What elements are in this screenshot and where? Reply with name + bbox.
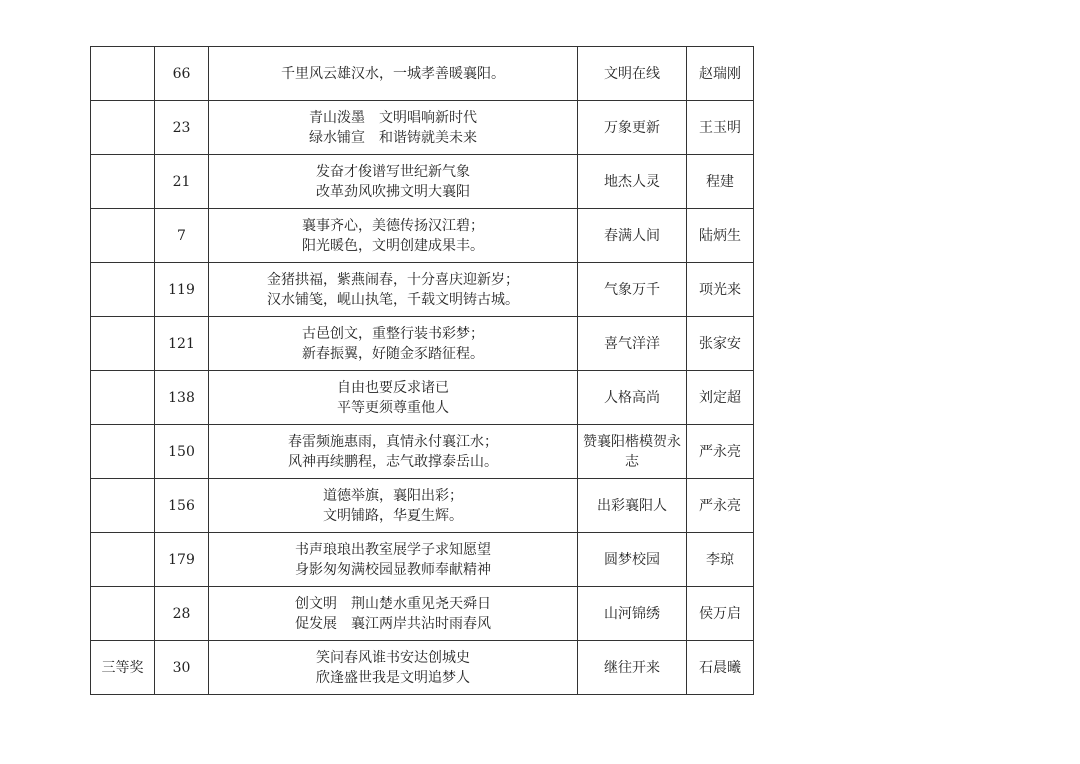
title-cell: 山河锦绣 — [578, 587, 687, 641]
couplet-cell — [209, 587, 578, 641]
couplet-cell — [209, 371, 578, 425]
entry-number-cell: 23 — [155, 101, 209, 155]
title-cell: 气象万千 — [578, 263, 687, 317]
table-row — [91, 425, 754, 479]
couplet-cell — [209, 317, 578, 371]
couplet-cell — [209, 101, 578, 155]
couplet-cell — [209, 209, 578, 263]
couplet-line: 古邑创文，重整行装书彩梦； — [302, 325, 484, 342]
table-row — [91, 47, 754, 101]
couplet-line: 汉水铺笺，岘山执笔，千载文明铸古城。 — [267, 291, 519, 308]
table-row — [91, 533, 754, 587]
couplet-line: 欣逢盛世我是文明追梦人 — [316, 669, 470, 686]
prize-cell — [91, 101, 155, 155]
couplet-line: 金猪拱福，紫燕闹春，十分喜庆迎新岁； — [267, 271, 519, 288]
author-cell: 刘定超 — [687, 371, 754, 425]
title-cell: 春满人间 — [578, 209, 687, 263]
couplet-line: 绿水铺宣 和谐铸就美未来 — [309, 129, 477, 146]
table-row — [91, 209, 754, 263]
couplet-line: 春雷频施惠雨，真情永付襄江水； — [288, 433, 498, 450]
entry-number-cell: 150 — [155, 425, 209, 479]
couplet-line: 道德举旗，襄阳出彩； — [323, 487, 463, 504]
entry-number-cell: 179 — [155, 533, 209, 587]
couplet-line: 文明铺路，华夏生辉。 — [323, 507, 463, 524]
couplet-line: 平等更须尊重他人 — [337, 399, 449, 416]
prize-cell — [91, 317, 155, 371]
author-cell: 李琼 — [687, 533, 754, 587]
couplet-line: 自由也要反求诸已 — [337, 379, 449, 396]
couplet-cell — [209, 155, 578, 209]
entry-number-cell: 7 — [155, 209, 209, 263]
table-row — [91, 641, 754, 695]
table-row — [91, 587, 754, 641]
author-cell: 严永亮 — [687, 425, 754, 479]
author-cell: 陆炳生 — [687, 209, 754, 263]
couplet-line: 改革劲风吹拂文明大襄阳 — [316, 183, 470, 200]
couplet-line: 千里风云雄汉水，一城孝善暖襄阳。 — [281, 65, 505, 82]
title-cell: 万象更新 — [578, 101, 687, 155]
prize-cell — [91, 209, 155, 263]
couplet-line: 襄事齐心，美德传扬汉江碧； — [302, 217, 484, 234]
couplet-cell — [209, 47, 578, 101]
author-cell: 项光来 — [687, 263, 754, 317]
couplet-cell — [209, 533, 578, 587]
table-row — [91, 263, 754, 317]
table-row — [91, 371, 754, 425]
couplet-line: 新春振翼，好随金豕踏征程。 — [302, 345, 484, 362]
couplet-line: 书声琅琅出教室展学子求知愿望 — [295, 541, 491, 558]
couplet-cell — [209, 425, 578, 479]
table-row — [91, 101, 754, 155]
title-cell: 赞襄阳楷模贺永志 — [578, 425, 687, 479]
couplet-cell — [209, 479, 578, 533]
entry-number-cell: 66 — [155, 47, 209, 101]
table-row — [91, 479, 754, 533]
couplet-line: 创文明 荆山楚水重见尧天舜日 — [295, 595, 491, 612]
prize-cell — [91, 425, 155, 479]
title-cell: 地杰人灵 — [578, 155, 687, 209]
title-cell: 文明在线 — [578, 47, 687, 101]
entry-number-cell: 138 — [155, 371, 209, 425]
prize-cell — [91, 533, 155, 587]
prize-cell — [91, 155, 155, 209]
awards-table — [90, 46, 754, 695]
couplet-line: 风神再续鹏程，志气敢撑泰岳山。 — [288, 453, 498, 470]
couplet-cell — [209, 641, 578, 695]
prize-cell — [91, 479, 155, 533]
author-cell: 赵瑞刚 — [687, 47, 754, 101]
prize-cell — [91, 587, 155, 641]
entry-number-cell: 30 — [155, 641, 209, 695]
couplet-line: 促发展 襄江两岸共沾时雨春风 — [295, 615, 491, 632]
entry-number-cell: 119 — [155, 263, 209, 317]
entry-number-cell: 156 — [155, 479, 209, 533]
entry-number-cell: 121 — [155, 317, 209, 371]
couplet-line: 青山泼墨 文明唱响新时代 — [309, 109, 477, 126]
couplet-line: 身影匆匆满校园显教师奉献精神 — [295, 561, 491, 578]
author-cell: 王玉明 — [687, 101, 754, 155]
author-cell: 石晨曦 — [687, 641, 754, 695]
couplet-line: 发奋才俊谱写世纪新气象 — [316, 163, 470, 180]
awards-table-body — [91, 47, 754, 695]
couplet-line: 笑问春风谁书安达创城史 — [316, 649, 470, 666]
author-cell: 张家安 — [687, 317, 754, 371]
title-cell: 圆梦校园 — [578, 533, 687, 587]
couplet-cell — [209, 263, 578, 317]
prize-cell — [91, 47, 155, 101]
entry-number-cell: 21 — [155, 155, 209, 209]
title-cell: 人格高尚 — [578, 371, 687, 425]
prize-cell — [91, 263, 155, 317]
title-cell: 出彩襄阳人 — [578, 479, 687, 533]
title-cell: 继往开来 — [578, 641, 687, 695]
author-cell: 严永亮 — [687, 479, 754, 533]
prize-cell — [91, 371, 155, 425]
table-row — [91, 317, 754, 371]
author-cell: 程建 — [687, 155, 754, 209]
title-cell: 喜气洋洋 — [578, 317, 687, 371]
author-cell: 侯万启 — [687, 587, 754, 641]
table-row — [91, 155, 754, 209]
prize-cell: 三等奖 — [91, 641, 155, 695]
entry-number-cell: 28 — [155, 587, 209, 641]
couplet-line: 阳光暖色，文明创建成果丰。 — [302, 237, 484, 254]
